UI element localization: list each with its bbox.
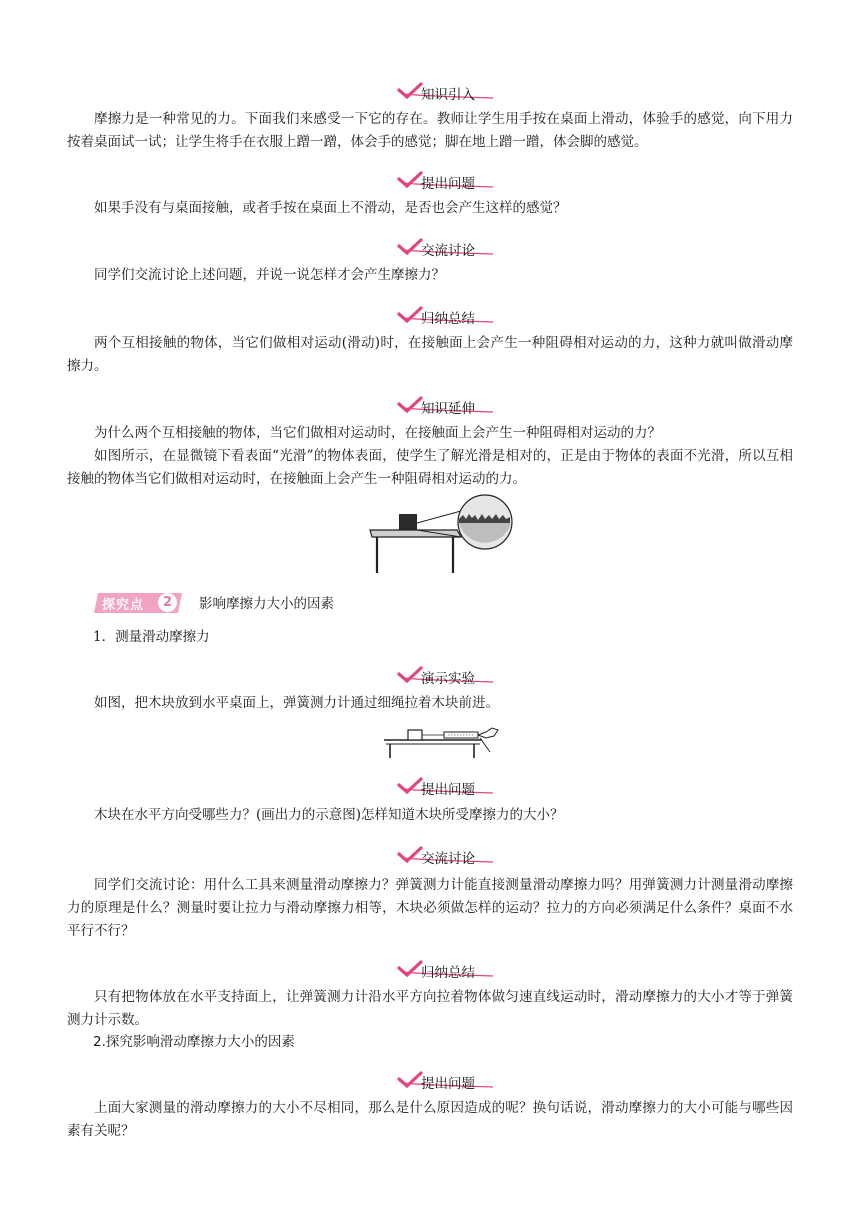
hand (478, 728, 498, 738)
heading-text: 提出问题 (421, 1076, 475, 1092)
table-top (370, 530, 461, 537)
spring-scale-figure (382, 716, 502, 760)
heading-text: 归纳总结 (421, 311, 475, 327)
heading-text: 知识延伸 (421, 401, 475, 417)
paragraph-discuss2: 同学们交流讨论：用什么工具来测量滑动摩擦力？弹簧测力计能直接测量滑动摩擦力吗？用弹簧测力计测量滑动摩擦力的原理是什么？测量时要让拉力与滑动摩擦力相等，木块必须做怎样的运动？拉力的方向必须满足什么条件？桌面不水平行不行？ (67, 877, 793, 939)
section-heading-question (397, 169, 547, 195)
microscope-surface-figure (365, 493, 515, 575)
heading-text: 演示实验 (421, 671, 475, 687)
subsection-measure: 1．测量滑动摩擦力 (93, 629, 210, 645)
zoom-line (417, 511, 461, 523)
section-heading-summary (397, 304, 547, 330)
section-heading-discussion (397, 236, 547, 262)
paragraph-summary2: 只有把物体放在水平支持面上，让弹簧测力计沿水平方向拉着物体做匀速直线运动时，滑动摩擦力的大小才等于弹簧测力计示数。 (67, 989, 793, 1028)
paragraph-intro: 摩擦力是一种常见的力。下面我们来感受一下它的存在。教师让学生用手按在桌面上滑动，体验手的感觉，向下用力按着桌面试一试；让学生将手在衣服上蹭一蹭，体会手的感觉；脚在地上蹭一蹭，体会脚的感觉。 (67, 111, 793, 150)
section-heading-question (397, 1069, 547, 1095)
inquiry-point-badge (92, 591, 184, 615)
section-heading-extension (397, 394, 547, 420)
paragraph-question3: 上面大家测量的滑动摩擦力的大小不尽相同，那么是什么原因造成的呢？换句话说，滑动摩擦力的大小可能与哪些因素有关呢？ (67, 1100, 793, 1139)
paragraph-extend2: 如图所示，在显微镜下看表面“光滑”的物体表面，使学生了解光滑是相对的，正是由于物体的表面不光滑，所以互相接触的物体当它们做相对运动时，在接触面上会产生一种阻碍相对运动的力。 (67, 448, 793, 487)
arm-line (480, 738, 490, 752)
heading-text: 提出问题 (421, 782, 475, 798)
heading-text: 交流讨论 (421, 243, 475, 259)
paragraph-demo: 如图，把木块放到水平桌面上，弹簧测力计通过细绳拉着木块前进。 (94, 695, 499, 711)
heading-text: 提出问题 (421, 176, 475, 192)
wood-block (408, 730, 422, 740)
badge-label: 探究点 (102, 598, 145, 613)
wood-block (399, 514, 417, 530)
paragraph-extend1: 为什么两个互相接触的物体，当它们做相对运动时，在接触面上会产生一种阻碍相对运动的力？ (94, 425, 661, 441)
section-heading-summary (397, 958, 547, 984)
subsection-explore: 2.探究影响滑动摩擦力大小的因素 (93, 1034, 295, 1050)
paragraph-summary1: 两个互相接触的物体，当它们做相对运动(滑动)时，在接触面上会产生一种阻碍相对运动的力，这种力就叫做滑动摩擦力。 (67, 335, 793, 374)
paragraph-question1: 如果手没有与桌面接触，或者手按在桌面上不滑动，是否也会产生这样的感觉？ (94, 200, 567, 216)
section-heading-question (397, 775, 547, 801)
heading-text: 归纳总结 (421, 965, 475, 981)
section-heading-discussion (397, 844, 547, 870)
paragraph-question2: 木块在水平方向受哪些力？(画出力的示意图)怎样知道木块所受摩擦力的大小？ (94, 807, 564, 823)
badge-number: 2 (158, 593, 177, 612)
section-heading-demo (397, 664, 547, 690)
heading-text: 交流讨论 (421, 851, 475, 867)
heading-text: 知识引入 (421, 87, 475, 103)
section-heading-knowledge-intro (397, 80, 547, 106)
section-title: 影响摩擦力大小的因素 (199, 596, 334, 612)
paragraph-discuss1: 同学们交流讨论上述问题，并说一说怎样才会产生摩擦力？ (94, 267, 445, 283)
